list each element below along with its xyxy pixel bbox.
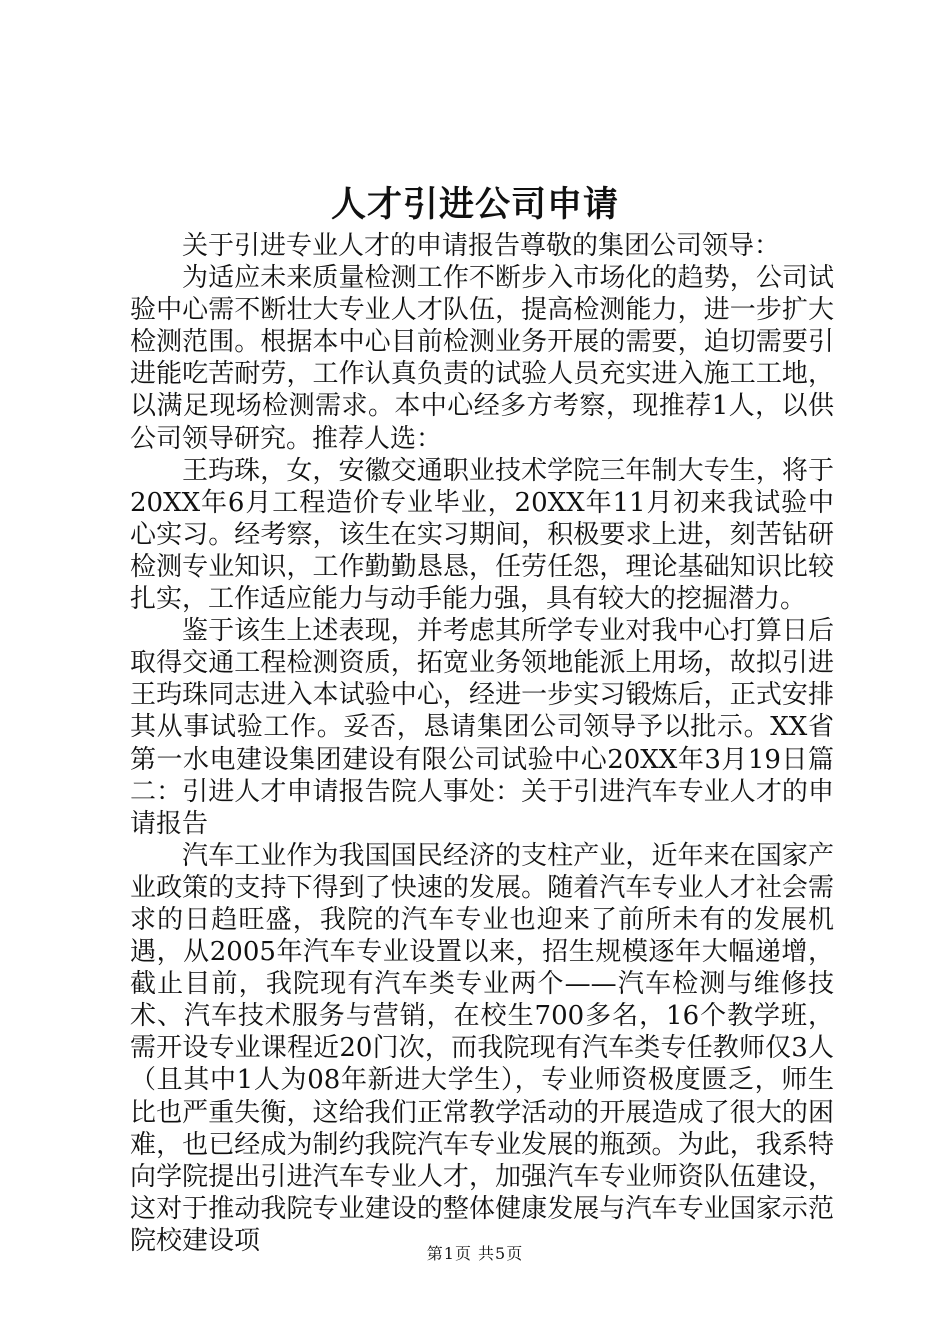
document-title: 人才引进公司申请 [330, 184, 619, 225]
paragraph-candidate: 王玙珠，女，安徽交通职业技术学院三年制大专生，将于20XX年6月工程造价专业毕业，20XX年11月初来我试验中心实习。经考察，该生在实习期间，积极要求上进，刻苦钻研检测专业知识，工作勤勤恳恳，任劳任怨，理论基础知识比较扎实，工作适应能力与动手能力强，具有较大的挖掘潜力。 [130, 455, 834, 615]
paragraph-conclusion: 鉴于该生上述表现，并考虑其所学专业对我中心打算日后取得交通工程检测资质，拓宽业务领地能派上用场，故拟引进王玙珠同志进入本试验中心，经进一步实习锻炼后，正式安排其从事试验工作。妥否，恳请集团公司领导予以批示。XX省第一水电建设集团建设有限公司试验中心20XX年3月19日篇二：引进人才申请报告院人事处：关于引进汽车专业人才的申请报告 [130, 616, 834, 839]
paragraph-salutation: 关于引进专业人才的申请报告尊敬的集团公司领导： [182, 231, 781, 261]
page-footer: 第1页 共5页 [426, 1244, 524, 1263]
paragraph-automotive: 汽车工业作为我国国民经济的支柱产业，近年来在国家产业政策的支持下得到了快速的发展。随着汽车专业人才社会需求的日趋旺盛，我院的汽车专业也迎来了前所未有的发展机遇，从2005年汽车专业设置以来，招生规模逐年大幅递增，截止目前，我院现有汽车类专业两个——汽车检测与维修技术、汽车技术服务与营销，在校生700多名，16个教学班，需开设专业课程近20门次，而我院现有汽车类专任教师仅3人（且其中1人为08年新进大学生），专业师资极度匮乏，师生比也严重失衡，这给我们正常教学活动的开展造成了很大的困难，也已经成为制约我院汽车专业发展的瓶颈。为此，我系特向学院提出引进汽车专业人才，加强汽车专业师资队伍建设，这对于推动我院专业建设的整体健康发展与汽车专业国家示范院校建设项 [130, 840, 834, 1256]
document-body [130, 230, 834, 1257]
paragraph-purpose: 为适应未来质量检测工作不断步入市场化的趋势，公司试验中心需不断壮大专业人才队伍，提高检测能力，进一步扩大检测范围。根据本中心目前检测业务开展的需要，迫切需要引进能吃苦耐劳，工作认真负责的试验人员充实进入施工工地，以满足现场检测需求。本中心经多方考察，现推荐1人，以供公司领导研究。推荐人选： [130, 263, 834, 454]
